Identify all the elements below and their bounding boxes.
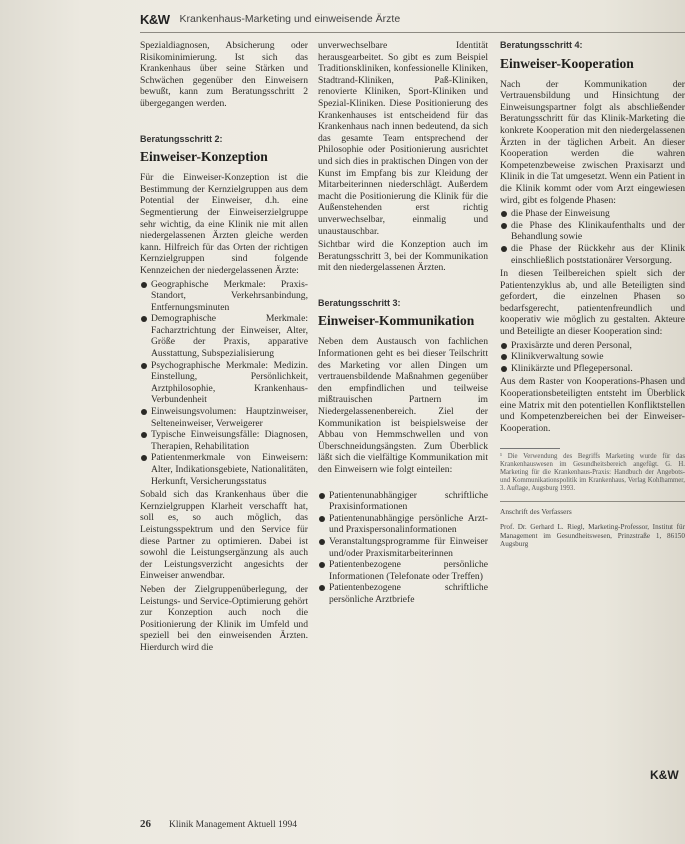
page-header <box>140 6 685 33</box>
column-3 <box>500 40 685 840</box>
section-kicker-4: Beratungsschritt 4: <box>500 40 583 50</box>
list-item: Praxisärzte und deren Personal, <box>500 340 685 352</box>
list-item: die Phase des Klinikaufenthalts und der Behandlung sowie <box>500 220 685 243</box>
section-kicker-2: Beratungsschritt 2: <box>140 133 223 144</box>
list-item: die Phase der Rückkehr aus der Klinik einschließlich poststationärer Versorgung. <box>500 243 685 266</box>
address-divider <box>500 501 685 502</box>
section-heading-einweiser-kommunikation: Einweiser-Kommunikation <box>318 313 475 329</box>
col3-paragraph-1: Nach der Kommunikation der Vertrauensbildung und Hinsichtung der Einweisungspartner folgt als abschließender Beratungsschritt für das Klinik-Marketing die konkrete Kooperation mit den niedergelassenen Ärzten in der täglichen Arbeit. An dieser Kooperation werden die wahren Kompetenzbeweise zwischen Praxisarzt und Klinik in die Tat umgesetzt. Wenn ein Patient in die Klinik kommt oder vom Arzt eingewiesen wird, gibt es folgende Phasen: <box>500 78 685 206</box>
list-item: Geographische Merkmale: Praxis-Standort, Verkehrsanbindung, Entfernungsminuten <box>140 279 308 314</box>
section-heading-einweiser-kooperation: Einweiser-Kooperation <box>500 55 634 71</box>
column-2 <box>318 40 488 785</box>
list-item: Patientenunabhängige persönliche Arzt- und Praxispersonalinformationen <box>318 513 488 536</box>
col2-paragraph-1: unverwechselbare Identität herausgearbeitet. So gibt es zum Beispiel Traditionskliniken, konfessionelle Kliniken, Stadtrand-Kliniken, Paß-Kliniken, renovierte Kliniken, Sport-Kliniken und Spezial-Kliniken. Diese Positionierung des Krankenhauses ist entscheidend für das Krankenhaus nach innen bedeutend, da sich das gesamte Team entsprechend der Philosophie oder Positionierung ausrichtet und sich dies in praktischen Dingen von der Kunst im Empfang bis zur Kleidung der Mitarbeiterinnen niederschlägt. Außerdem macht die Positionierung die Klinik für die Außenstehenden erst richtig unverwechselbar, einmalig und unaustauschbar. <box>318 40 488 237</box>
author-address: Prof. Dr. Gerhard L. Riegl, Marketing-Professor, Institut für Management im Gesundheitswesen, Prinzstraße 1, 86150 Augsburg <box>500 523 685 549</box>
list-item: Psychographische Merkmale: Medizin. Einstellung, Persönlichkeit, Arztphilosophie, Krankenhaus-Verbundenheit <box>140 360 308 406</box>
publication-logo: K&W <box>140 11 170 27</box>
col3-paragraph-2: In diesen Teilbereichen spielt sich der Patientenzyklus ab, und alle Beteiligten sind gefordert, die einzelnen Phasen so bedarfsgerecht, patientenfreundlich und kooperativ wie möglich zu gestalten. Akteure und Beteiligte an dieser Kooperation sind: <box>500 268 685 338</box>
col1-paragraph-3: Neben der Zielgruppenüberlegung, der Leistungs- und Service-Optimierung gehört zur Konzeption auch noch die Positionierung der Klinik im Umfeld und speziell bei den einweisenden Ärzten. Hierdurch wird die <box>140 583 308 653</box>
address-title: Anschrift des Verfassers <box>500 507 572 517</box>
list-item: Patientenunabhängiger schriftliche Praxisinformationen <box>318 490 488 513</box>
list-item: Typische Einweisungsfälle: Diagnosen, Therapien, Rehabilitation <box>140 429 308 452</box>
list-item: Einweisungsvolumen: Hauptzinweiser, Selteneinweiser, Verweigerer <box>140 406 308 429</box>
criteria-list <box>140 279 308 488</box>
page-footer <box>140 818 440 830</box>
section-kicker-3: Beratungsschritt 3: <box>318 297 401 308</box>
journal-name: Klinik Management Aktuell 1994 <box>169 820 297 830</box>
communication-list <box>318 490 488 606</box>
column-1 <box>140 40 308 808</box>
list-item: Patientenbezogene persönliche Informationen (Telefonate oder Treffen) <box>318 559 488 582</box>
list-item: Patientenmerkmale von Einweisern: Alter, Indikationsgebiete, Nationalitäten, Herkunft, Versicherungsstatus <box>140 452 308 487</box>
section-heading-einweiser-konzeption: Einweiser-Konzeption <box>140 149 268 165</box>
footnote-divider <box>500 448 560 449</box>
col1-intro: Spezialdiagnosen, Absicherung oder Risikominimierung. Ist sich das Krankenhaus über seine Stärken und Schwächen gegenüber den Einweisern bewußt, kann zum Beratungsschritt 2 übergegangen werden. <box>140 40 308 109</box>
header-title: Krankenhaus-Marketing und einweisende Ärzte <box>179 13 401 25</box>
col1-paragraph-1: Für die Einweiser-Konzeption ist die Bestimmung der Kernzielgruppen aus dem Potential der Einweiser, d.h. eine Segmentierung der Einweiserzielgruppe sehr wichtig, da eine Klinik nie mit allen niedergelassenen Ärzten gleiche werden kann. Hilfreich für das Orten der richtigen Kernzielgruppen sind folgende Kennzeichen der niedergelassenen Ärzte: <box>140 172 308 276</box>
col3-paragraph-3: Aus dem Raster von Kooperations-Phasen und Kooperationsbeteiligten entsteht im Überblick eine Matrix mit den potentiellen Konfliktstellen und Kompetenzbereichen bei der Einweiser-Kooperation. <box>500 376 685 434</box>
page-number: 26 <box>140 818 151 830</box>
col2-paragraph-3: Neben dem Austausch von fachlichen Informationen geht es bei dieser Teilschritt des Marketing vor allen Dingen um vertrauensbildende Maßnahmen gegenüber den empfindlichen und teilweise mißtrauischen Partnern im Niedergelassenenbereich. Ziel der Kommunikation ist beispielsweise der Abbau von Hemmschwellen und von Überschneidungsängsten. Zum Überblick läßt sich die vielfältige Kommunikation mit den Einweisern wie folgt einteilen: <box>318 336 488 475</box>
phases-list <box>500 208 685 266</box>
col1-paragraph-2: Sobald sich das Krankenhaus über die Kernzielgruppen Klarheit verschafft hat, soll es, so auch möglich, das Leistungsspektrum und den Service für diese Partner zu optimieren. Dabei ist sowohl die Leistungsergänzung als auch der Leistungsverzicht angesichts der Einweiser anwendbar. <box>140 489 308 582</box>
list-item: Veranstaltungsprogramme für Einweiser und/oder Praxismitarbeiterinnen <box>318 536 488 559</box>
list-item: Patientenbezogene schriftliche persönliche Arztbriefe <box>318 582 488 605</box>
list-item: Klinikverwaltung sowie <box>500 351 685 363</box>
list-item: die Phase der Einweisung <box>500 208 685 220</box>
footnote: ¹ Die Verwendung des Begriffs Marketing wurde für das Krankenhauswesen im Gesundheitsbereich angefügt. G. H. Marketing für die Krankenhaus-Praxis: Handbuch der Angebots- und Kommunikationspolitik im Krankenhaus, Verlag Kohlhammer, 3. Auflage, Augsburg 1993. <box>500 453 685 493</box>
end-logo: K&W <box>650 768 679 782</box>
list-item: Demographische Merkmale: Facharztrichtung der Einweiser, Alter, Größe der Praxis, apparative Ausstattung, Subspezialisierung <box>140 313 308 359</box>
list-item: Klinikärzte und Pflegepersonal. <box>500 363 685 375</box>
participants-list <box>500 340 685 375</box>
col2-paragraph-2: Sichtbar wird die Konzeption auch im Beratungsschritt 3, bei der Kommunikation mit den niedergelassenen Ärzten. <box>318 239 488 274</box>
